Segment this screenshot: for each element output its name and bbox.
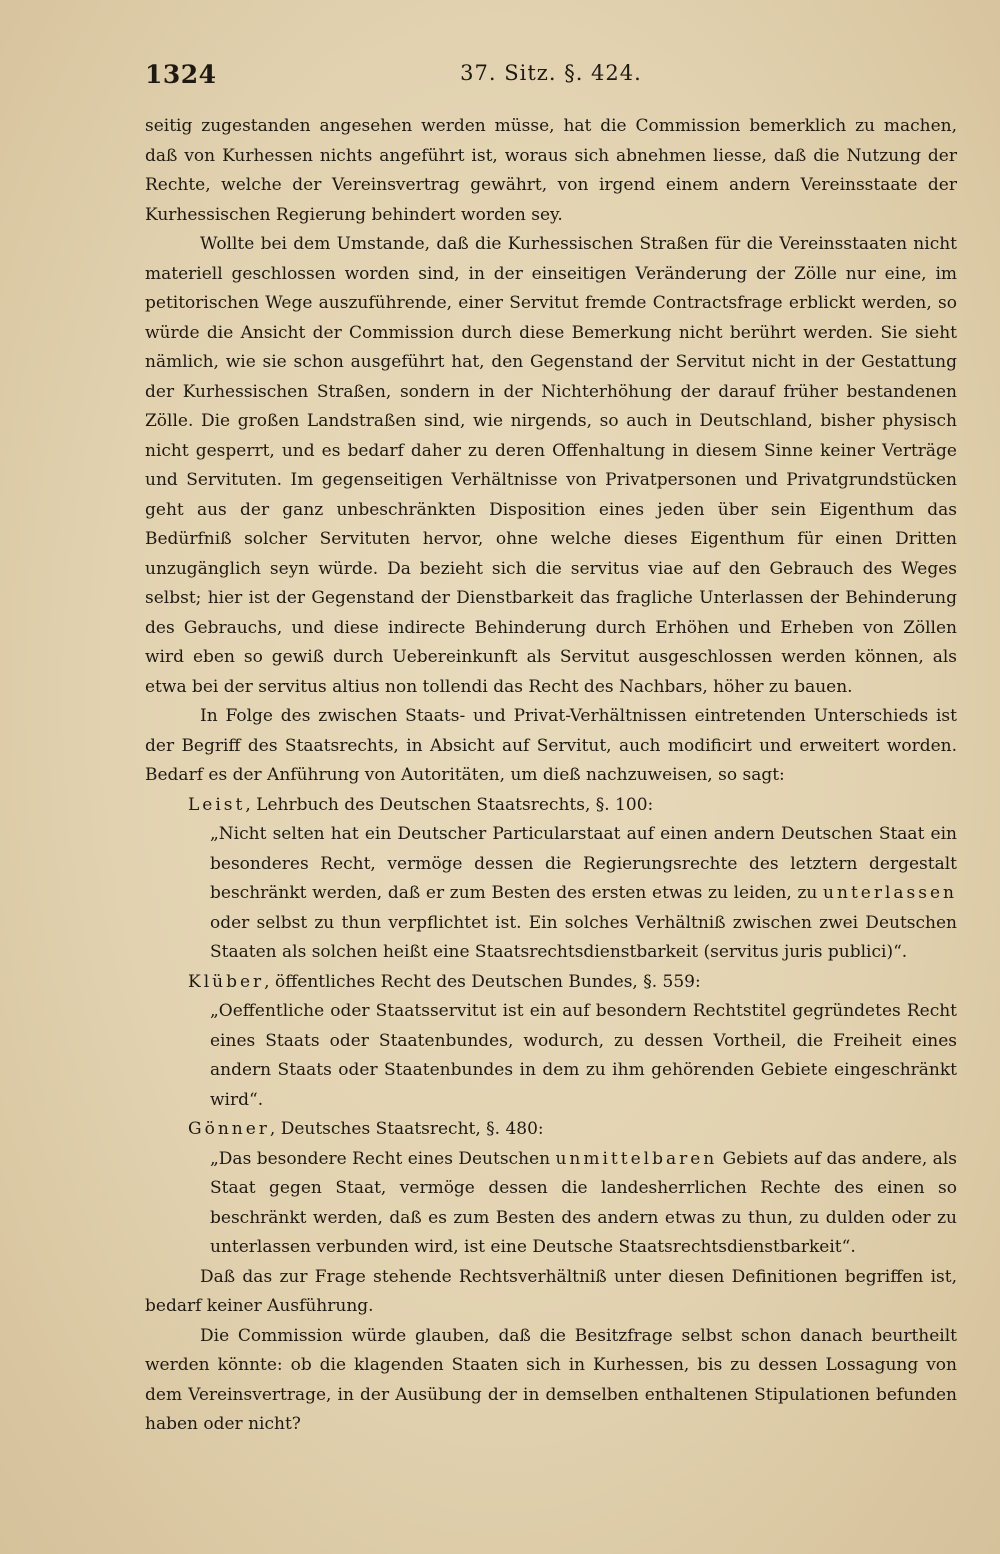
- paragraph-authorities: In Folge des zwischen Staats- und Privat-Verhältnissen eintretenden Unterschieds ist der Begriff des Staatsrechts, in Absicht auf Servitut, auch modificirt und erweitert worden. Bedarf es der Anführung von Autoritäten, um dieß nachzuweisen, so sagt:: [145, 706, 957, 785]
- citation-title: , öffentliches Recht des Deutschen Bundes, §. 559:: [264, 971, 701, 992]
- citation-quote-goenner: [145, 1145, 957, 1263]
- citation-quote-klueber: [145, 997, 957, 1115]
- citation-title: , Lehrbuch des Deutschen Staatsrechts, §. 100:: [245, 794, 654, 815]
- citation-title: , Deutsches Staatsrecht, §. 480:: [269, 1119, 544, 1139]
- citation-author: Gönner: [188, 1119, 270, 1139]
- quote-text: „Oeffentliche oder Staatsservitut ist ein auf besondern Rechtstitel gegründetes Recht eines Staats oder Staatenbundes, wodurch, zu dessen Vortheil, die Freiheit eines andern Staats oder Staatenbundes in dem zu ihm gehörenden Gebiete eingeschränkt wird“.: [210, 1001, 957, 1110]
- quote-text-end: oder selbst zu thun verpflichtet ist. Ein solches Verhältniß zwischen zwei Deutschen Staaten als solchen heißt eine Staatsrechtsdienstbarkeit (servitus juris publici)“.: [210, 912, 957, 962]
- quote-emphasis: unmittelbaren: [555, 1148, 718, 1169]
- page-header: [145, 60, 957, 96]
- quote-text: „Das besondere Recht eines Deutschen: [210, 1148, 556, 1169]
- page-number: 1324: [145, 60, 217, 89]
- body-text: [145, 112, 957, 1440]
- paragraph-possession: Die Commission würde glauben, daß die Besitzfrage selbst schon danach beurtheilt werden könnte: ob die klagenden Staaten sich in Kurhessen, bis zu dessen Lossagung von dem Vereinsvertrage, in der Ausübung der in demselben enthaltenen Stipulationen befunden haben oder nicht?: [145, 1325, 957, 1434]
- quote-text: „Nicht selten hat ein Deutscher Particularstaat auf einen andern Deutschen Staat ein besonderes Recht, vermöge dessen die Regierungsrechte des letztern dergestalt beschränkt werden, daß er zum Besten des ersten etwas zu leiden, zu: [210, 824, 957, 903]
- paragraph-definitions: Daß das zur Frage stehende Rechtsverhältniß unter diesen Definitionen begriffen ist, bedarf keiner Ausführung.: [145, 1266, 957, 1316]
- quote-emphasis: unterlassen: [823, 883, 957, 903]
- citation-author: Leist: [188, 794, 246, 815]
- paragraph-continuation: seitig zugestanden angesehen werden müsse, hat die Commission bemerklich zu machen, daß von Kurhessen nichts angeführt ist, woraus sich abnehmen liesse, daß die Nutzung der Rechte, welche der Vereinsvertrag gewährt, von irgend einem andern Vereinsstaate der Kurhessischen Regierung behindert worden sey.: [145, 116, 957, 225]
- citation-quote-leist: [145, 820, 957, 968]
- citation-source-leist: [145, 791, 957, 821]
- paragraph-servitude: Wollte bei dem Umstande, daß die Kurhessischen Straßen für die Vereinsstaaten nicht materiell geschlossen worden sind, in der einseitigen Veränderung der Zölle nur eine, im petitorischen Wege auszuführende, einer Servitut fremde Contractsfrage erblickt werden, so würde die Ansicht der Commission durch diese Bemerkung nicht berührt werden. Sie sieht nämlich, wie sie schon ausgeführt hat, den Gegenstand der Servitut nicht in der Gestattung der Kurhessischen Straßen, sondern in der Nichterhöhung der darauf früher bestandenen Zölle. Die großen Landstraßen sind, wie nirgends, so auch in Deutschland, bisher physisch nicht gesperrt, und es bedarf daher zu deren Offenhaltung in diesem Sinne keiner Verträge und Servituten. Im gegenseitigen Verhältnisse von Privatpersonen und Privatgrundstücken geht aus der ganz unbeschränkten Disposition eines jeden über sein Eigenthum das Bedürfniß solcher Servituten hervor, ohne welche dieses Eigenthum für einen Dritten unzugänglich seyn würde. Da bezieht sich die servitus viae auf den Gebrauch des Weges selbst; hier ist der Gegenstand der Dienstbarkeit das fragliche Unterlassen der Behinderung des Gebrauchs, und diese indirecte Behinderung durch Erhöhen und Erheben von Zöllen wird eben so gewiß durch Uebereinkunft als Servitut ausgeschlossen werden können, als etwa bei der servitus altius non tollendi das Recht des Nachbars, höher zu bauen.: [145, 234, 957, 697]
- citation-source-klueber: [145, 968, 957, 998]
- running-title: 37. Sitz. §. 424.: [460, 61, 642, 85]
- quote-text-end: Gebiets auf das andere, als Staat gegen Staat, vermöge dessen die landesherrlichen Rechte des einen so beschränkt werden, daß es zum Besten des andern etwas zu thun, zu dulden oder zu unterlassen verbunden wird, ist eine Deutsche Staatsrechtsdienstbarkeit“.: [210, 1148, 957, 1257]
- citation-author: Klüber: [188, 971, 265, 992]
- citation-source-goenner: [145, 1115, 957, 1145]
